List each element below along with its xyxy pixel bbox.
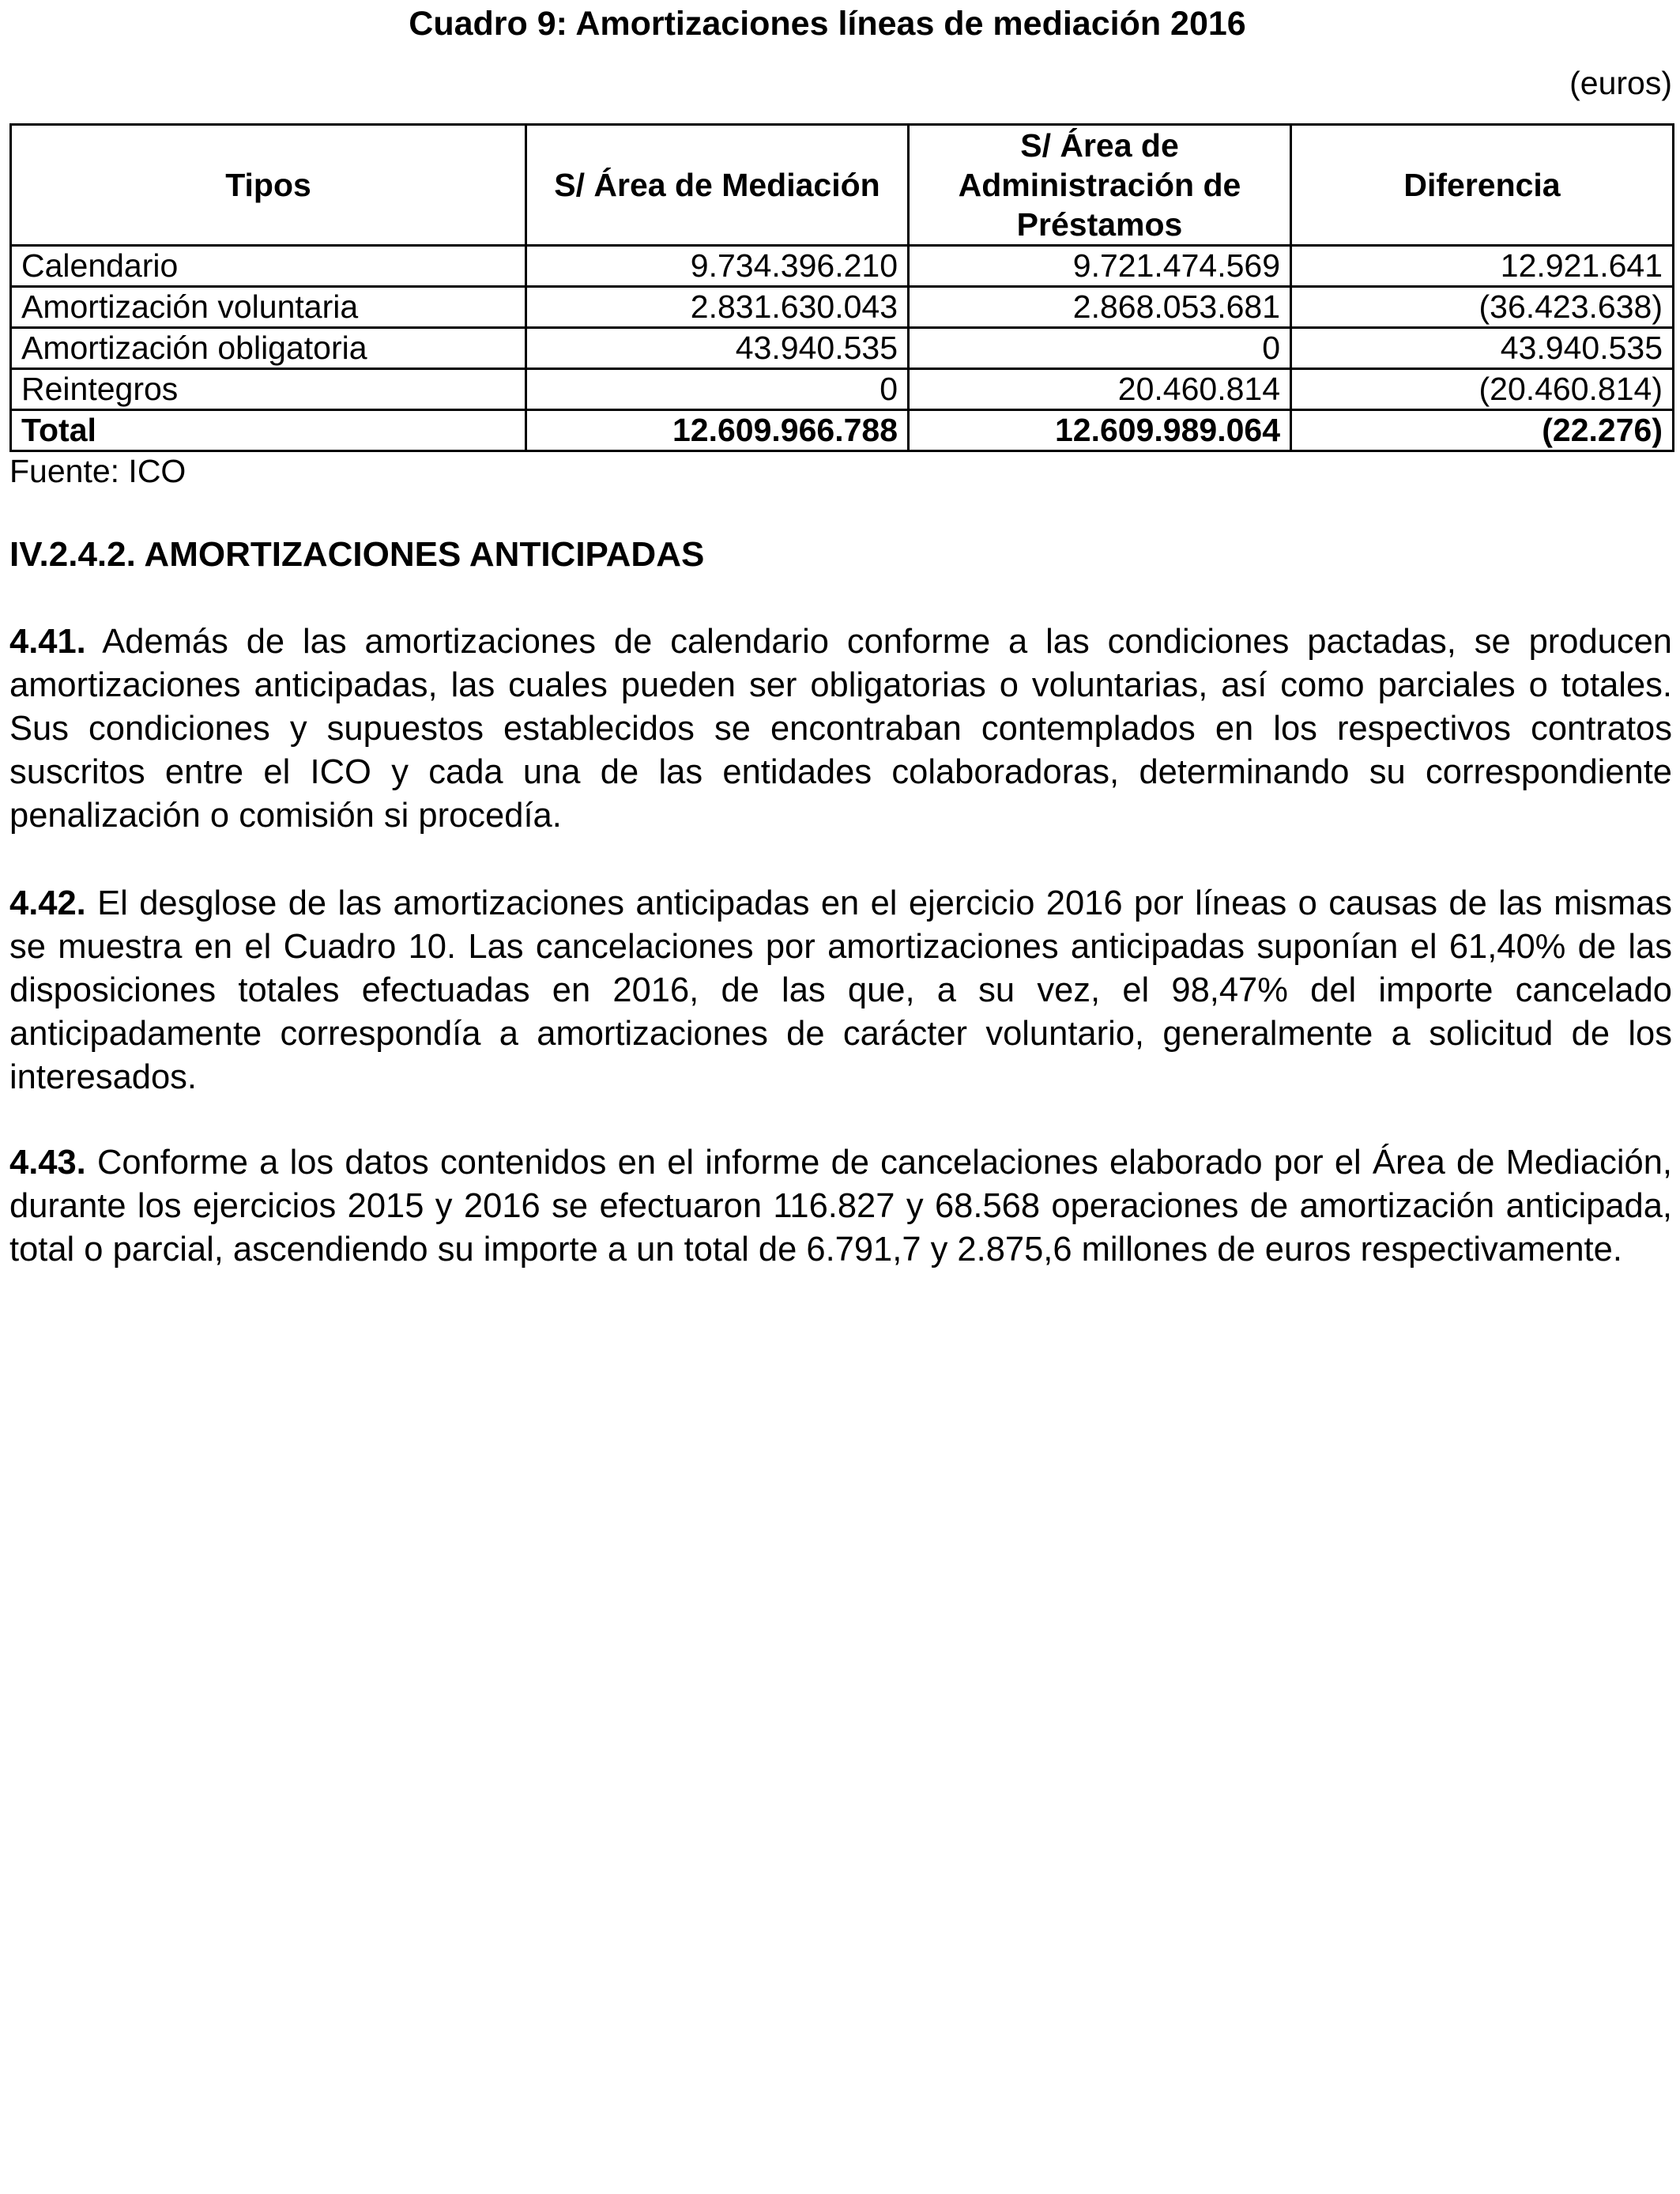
cell-diferencia: (20.460.814) bbox=[1291, 369, 1674, 410]
column-header-tipos: Tipos bbox=[11, 125, 526, 246]
total-area-mediacion: 12.609.966.788 bbox=[526, 410, 909, 451]
table-total-row bbox=[11, 410, 1674, 451]
cell-area-mediacion: 2.831.630.043 bbox=[526, 287, 909, 328]
total-label: Total bbox=[11, 410, 526, 451]
table-header-row bbox=[11, 125, 1674, 246]
cell-diferencia: (36.423.638) bbox=[1291, 287, 1674, 328]
column-header-area-administracion: S/ Área de Administración de Préstamos bbox=[909, 125, 1291, 246]
paragraph-text: El desglose de las amortizaciones anticipadas en el ejercicio 2016 por líneas o causas de las mismas se muestra en el Cuadro 10. Las cancelaciones por amortizaciones anticipadas suponían el 61,40% de las disposiciones totales efectuadas en 2016, de las que, a su vez, el 98,47% del importe cancelado anticipadamente correspondía a amortizaciones de carácter voluntario, generalmente a solicitud de los interesados. bbox=[9, 884, 1673, 1096]
cell-area-administracion: 9.721.474.569 bbox=[909, 246, 1291, 287]
cell-diferencia: 12.921.641 bbox=[1291, 246, 1674, 287]
amortization-table bbox=[9, 123, 1674, 452]
paragraph-number: 4.42. bbox=[9, 884, 86, 922]
cell-area-administracion: 20.460.814 bbox=[909, 369, 1291, 410]
table-row bbox=[11, 369, 1674, 410]
paragraph-number: 4.41. bbox=[9, 623, 86, 661]
row-label: Amortización obligatoria bbox=[11, 328, 526, 369]
row-label: Amortización voluntaria bbox=[11, 287, 526, 328]
column-header-area-mediacion: S/ Área de Mediación bbox=[526, 125, 909, 246]
cell-area-mediacion: 9.734.396.210 bbox=[526, 246, 909, 287]
unit-label: (euros) bbox=[1569, 65, 1672, 101]
table-row bbox=[11, 246, 1674, 287]
paragraph-number: 4.43. bbox=[9, 1144, 86, 1182]
table-row bbox=[11, 287, 1674, 328]
cell-diferencia: 43.940.535 bbox=[1291, 328, 1674, 369]
row-label: Reintegros bbox=[11, 369, 526, 410]
paragraph-text: Conforme a los datos contenidos en el informe de cancelaciones elaborado por el Área de Mediación, durante los ejercicios 2015 y 2016 se efectuaron 116.827 y 68.568 operaciones de amortización anticipada, total o parcial, ascendiendo su importe a un total de 6.791,7 y 2.875,6 millones de euros respectivamente. bbox=[9, 1144, 1672, 1269]
paragraph-text: Además de las amortizaciones de calendario conforme a las condiciones pactadas, se producen amortizaciones anticipadas, las cuales pueden ser obligatorias o voluntarias, así como parciales o totales. Sus condiciones y supuestos establecidos se encontraban contemplados en los respectivos contratos suscritos entre el ICO y cada una de las entidades colaboradoras, determinando su correspondiente penalización o comisión si procedía. bbox=[9, 623, 1673, 835]
total-diferencia: (22.276) bbox=[1291, 410, 1674, 451]
row-label: Calendario bbox=[11, 246, 526, 287]
paragraph-4-43 bbox=[9, 1141, 1672, 1272]
table-row bbox=[11, 328, 1674, 369]
cell-area-administracion: 0 bbox=[909, 328, 1291, 369]
cell-area-administracion: 2.868.053.681 bbox=[909, 287, 1291, 328]
cell-area-mediacion: 0 bbox=[526, 369, 909, 410]
section-heading: IV.2.4.2. AMORTIZACIONES ANTICIPADAS bbox=[9, 535, 705, 574]
paragraph-4-42 bbox=[9, 882, 1672, 1099]
cell-area-mediacion: 43.940.535 bbox=[526, 328, 909, 369]
paragraph-4-41 bbox=[9, 620, 1672, 838]
table-title: Cuadro 9: Amortizaciones líneas de mediación 2016 bbox=[409, 5, 1246, 43]
table-source: Fuente: ICO bbox=[9, 453, 186, 489]
column-header-diferencia: Diferencia bbox=[1291, 125, 1674, 246]
total-area-administracion: 12.609.989.064 bbox=[909, 410, 1291, 451]
